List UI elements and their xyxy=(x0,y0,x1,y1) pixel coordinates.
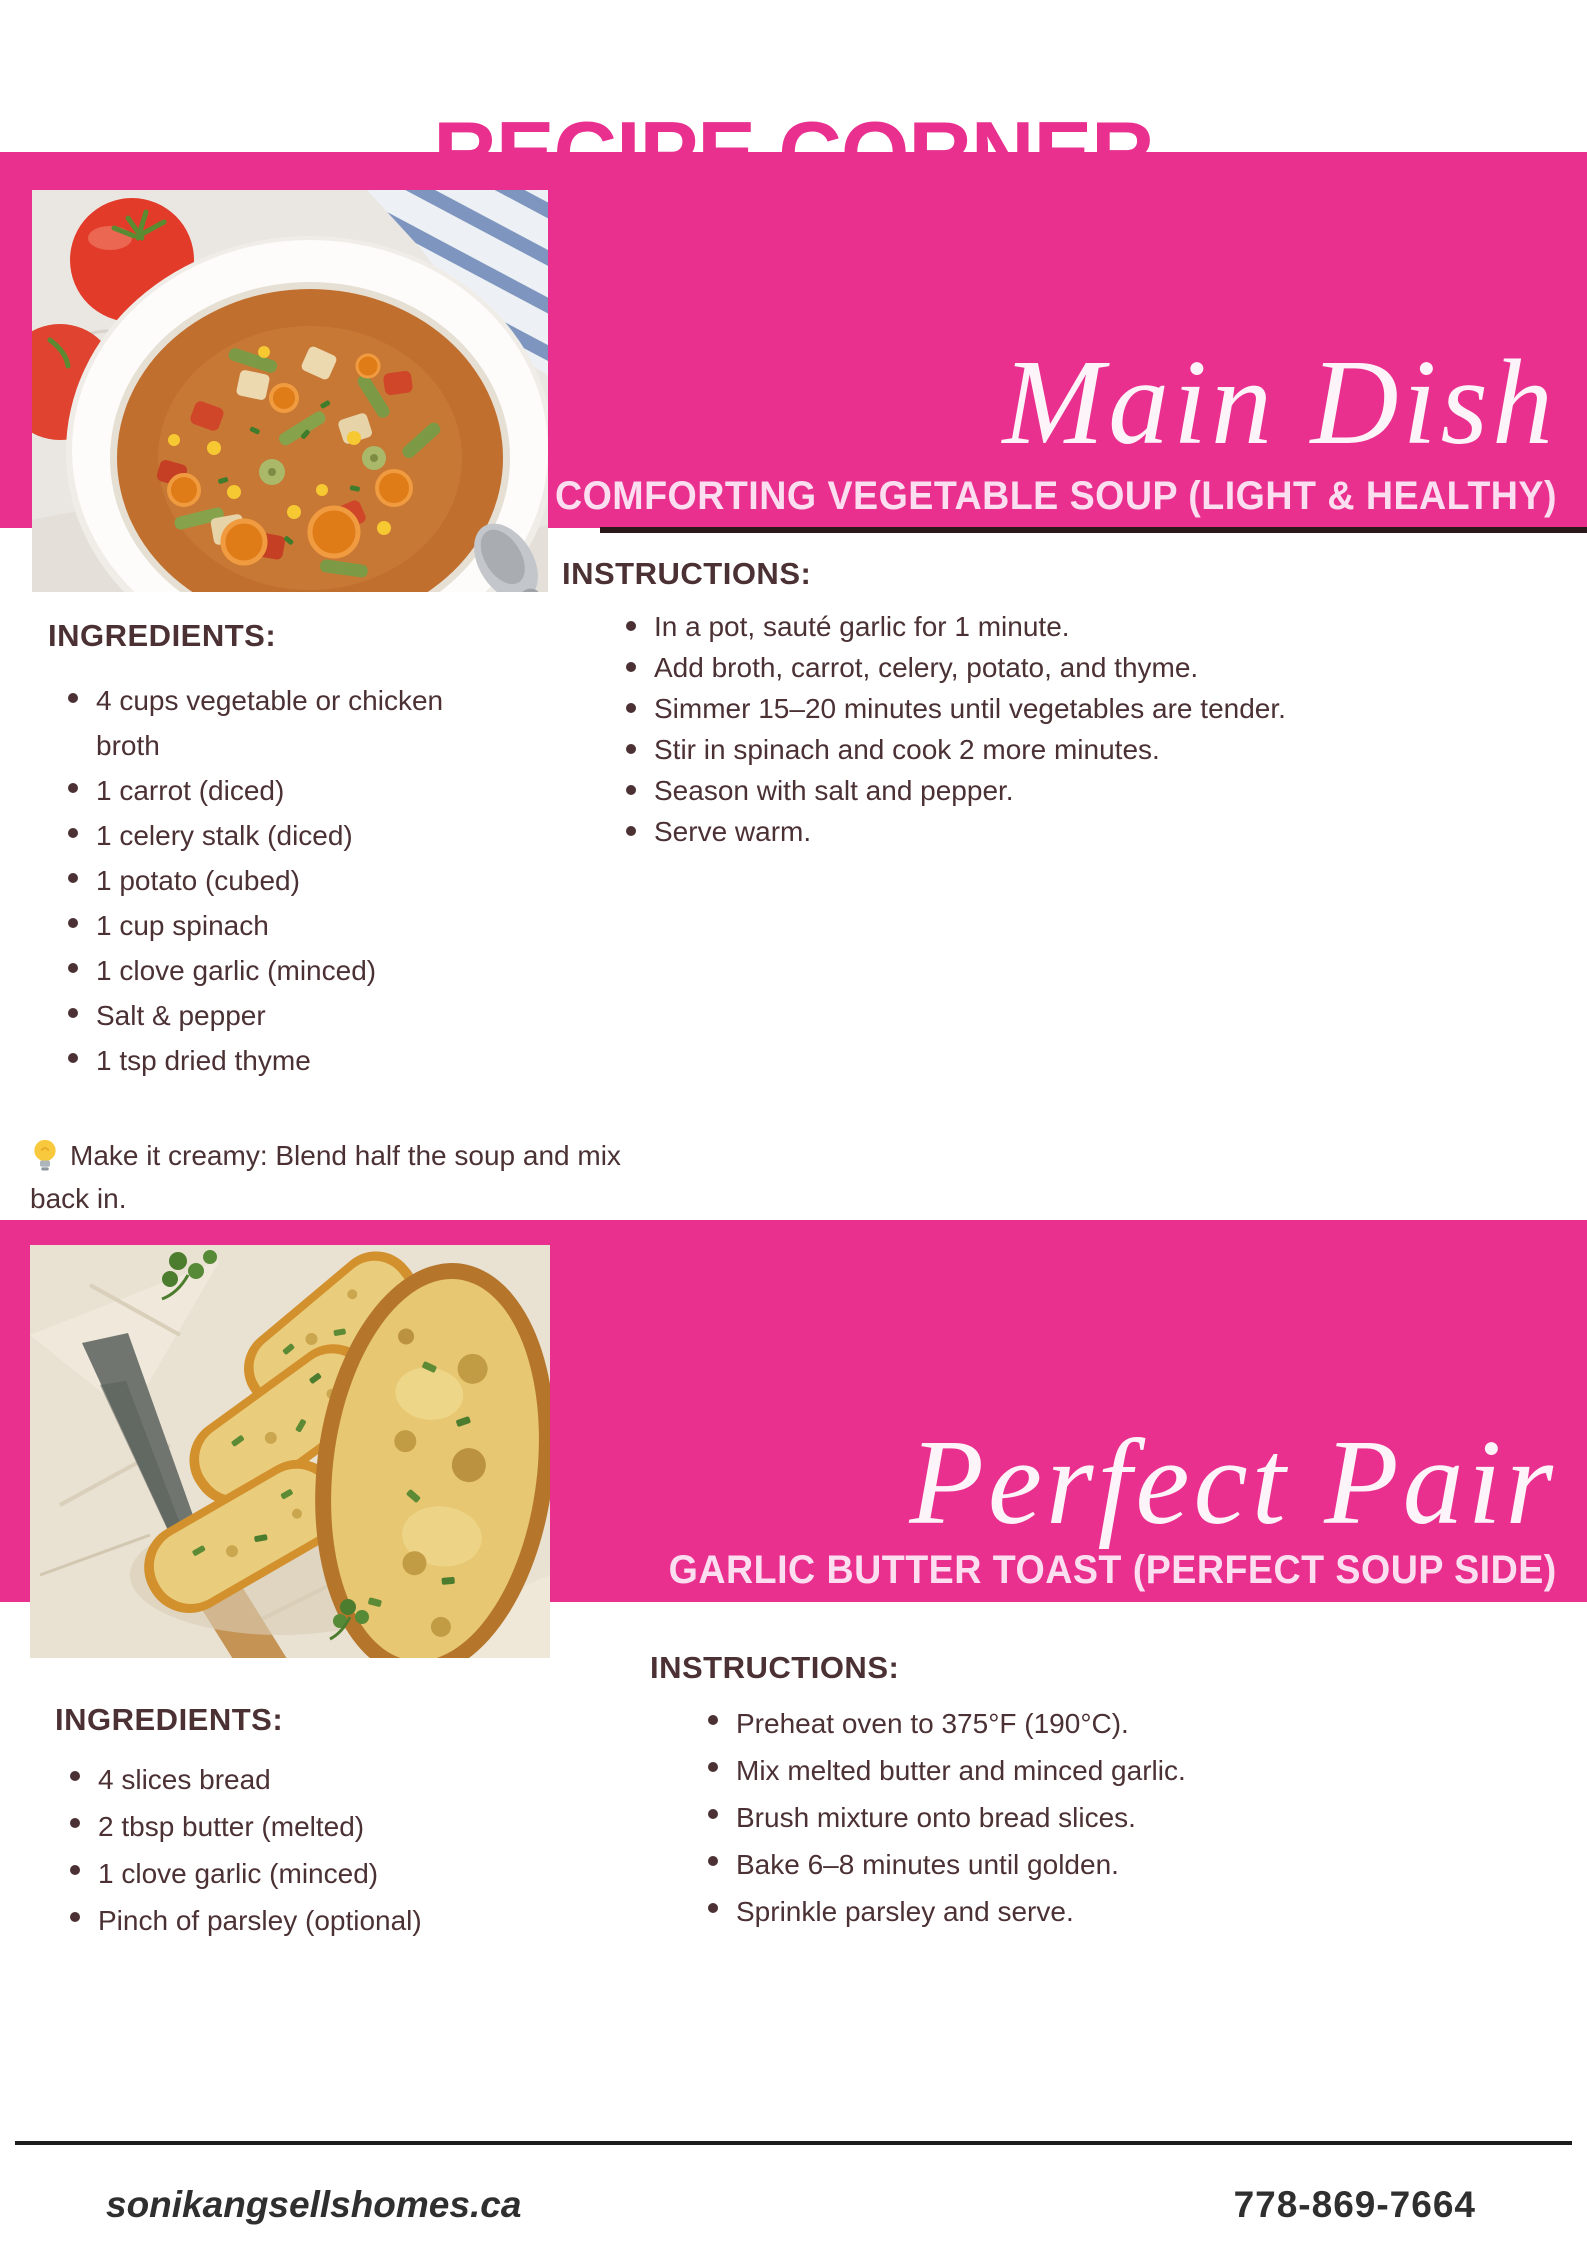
soup-instructions-list xyxy=(618,606,1298,852)
list-item: Add broth, carrot, celery, potato, and thyme. xyxy=(618,647,1298,688)
list-item: 4 slices bread xyxy=(62,1756,532,1803)
toast-ingredients-heading: INGREDIENTS: xyxy=(55,1702,284,1737)
list-item: Bake 6–8 minutes until golden. xyxy=(700,1841,1340,1888)
perfect-pair-subtitle: GARLIC BUTTER TOAST (PERFECT SOUP SIDE) xyxy=(668,1548,1557,1592)
soup-instructions-heading: INSTRUCTIONS: xyxy=(562,556,812,591)
main-dish-subtitle: COMFORTING VEGETABLE SOUP (LIGHT & HEALTHY) xyxy=(555,474,1557,518)
list-item: Stir in spinach and cook 2 more minutes. xyxy=(618,729,1298,770)
soup-ingredients-list xyxy=(60,678,460,1083)
list-item: 1 tsp dried thyme xyxy=(60,1038,460,1083)
list-item: 4 cups vegetable or chicken broth xyxy=(60,678,460,768)
garlic-toast-illustration xyxy=(30,1245,550,1658)
section-divider-line xyxy=(600,527,1587,533)
toast-instructions-list xyxy=(700,1700,1340,1935)
list-item: In a pot, sauté garlic for 1 minute. xyxy=(618,606,1298,647)
list-item: 1 cup spinach xyxy=(60,903,460,948)
tip-note xyxy=(30,1134,630,1220)
list-item: 1 carrot (diced) xyxy=(60,768,460,813)
list-item: Salt & pepper xyxy=(60,993,460,1038)
list-item: Sprinkle parsley and serve. xyxy=(700,1888,1340,1935)
list-item: 1 potato (cubed) xyxy=(60,858,460,903)
list-item: Season with salt and pepper. xyxy=(618,770,1298,811)
list-item: Mix melted butter and minced garlic. xyxy=(700,1747,1340,1794)
tip-text: Make it creamy: Blend half the soup and mix back in. xyxy=(30,1140,621,1214)
list-item: Preheat oven to 375°F (190°C). xyxy=(700,1700,1340,1747)
lightbulb-icon xyxy=(30,1138,60,1172)
list-item: 1 clove garlic (minced) xyxy=(62,1850,532,1897)
vegetable-soup-illustration xyxy=(32,190,548,592)
footer-phone: 778-869-7664 xyxy=(1233,2184,1476,2225)
toast-ingredients-list xyxy=(62,1756,532,1944)
soup-ingredients-heading: INGREDIENTS: xyxy=(48,618,277,653)
list-item: Simmer 15–20 minutes until vegetables are tender. xyxy=(618,688,1298,729)
footer-divider-line xyxy=(15,2141,1572,2145)
list-item: Serve warm. xyxy=(618,811,1298,852)
list-item: 1 clove garlic (minced) xyxy=(60,948,460,993)
perfect-pair-script-title: Perfect Pair xyxy=(909,1415,1557,1550)
garlic-toast-photo xyxy=(30,1245,550,1658)
toast-instructions-heading: INSTRUCTIONS: xyxy=(650,1650,900,1685)
vegetable-soup-photo xyxy=(32,190,548,592)
list-item: 1 celery stalk (diced) xyxy=(60,813,460,858)
footer-website: sonikangsellshomes.ca xyxy=(106,2184,522,2225)
main-dish-script-title: Main Dish xyxy=(1002,335,1557,470)
list-item: Pinch of parsley (optional) xyxy=(62,1897,532,1944)
list-item: 2 tbsp butter (melted) xyxy=(62,1803,532,1850)
list-item: Brush mixture onto bread slices. xyxy=(700,1794,1340,1841)
